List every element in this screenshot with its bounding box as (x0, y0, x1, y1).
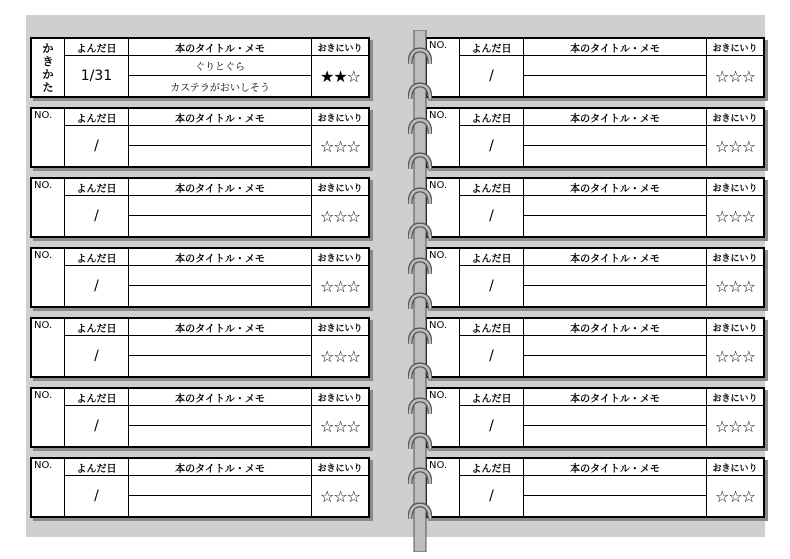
read-date[interactable]: / (65, 126, 129, 166)
favorite-stars[interactable]: ☆☆☆ (319, 416, 361, 436)
favorite-stars[interactable]: ☆☆☆ (319, 276, 361, 296)
date-header: よんだ日 (460, 389, 524, 406)
example-label-char: か (42, 41, 54, 55)
favorite-header: おきにいり (707, 389, 763, 406)
title-header: 本のタイトル・メモ (129, 319, 312, 336)
reading-card (425, 247, 765, 308)
read-date[interactable]: / (460, 476, 524, 516)
book-memo-line[interactable] (524, 426, 707, 446)
reading-card (30, 247, 370, 308)
book-memo-line[interactable] (129, 286, 312, 306)
book-memo-line[interactable] (129, 496, 312, 516)
favorite-header: おきにいり (707, 319, 763, 336)
title-header: 本のタイトル・メモ (524, 319, 707, 336)
title-header: 本のタイトル・メモ (524, 109, 707, 126)
no-label: NO. (427, 39, 460, 96)
book-memo-line[interactable] (129, 356, 312, 376)
favorite-stars[interactable]: ☆☆☆ (319, 486, 361, 506)
favorite-stars[interactable]: ☆☆☆ (714, 206, 756, 226)
favorite-header: おきにいり (312, 249, 368, 266)
book-title-line[interactable] (524, 476, 707, 496)
read-date[interactable]: / (65, 196, 129, 236)
read-date[interactable]: / (65, 406, 129, 446)
no-label: NO. (427, 179, 460, 236)
reading-card (425, 107, 765, 168)
favorite-stars[interactable]: ☆☆☆ (714, 486, 756, 506)
book-memo[interactable]: カステラがおいしそう (129, 76, 312, 96)
favorite-header: おきにいり (312, 319, 368, 336)
reading-card (30, 317, 370, 378)
favorite-stars[interactable]: ☆☆☆ (319, 206, 361, 226)
book-title-line[interactable] (524, 406, 707, 426)
favorite-header: おきにいり (312, 109, 368, 126)
reading-card (30, 457, 370, 518)
reading-log-sheet (26, 15, 765, 537)
favorite-header: おきにいり (312, 39, 368, 56)
reading-card (425, 387, 765, 448)
favorite-header: おきにいり (707, 109, 763, 126)
date-header: よんだ日 (460, 319, 524, 336)
favorite-header: おきにいり (312, 179, 368, 196)
book-title-line[interactable] (129, 476, 312, 496)
title-header: 本のタイトル・メモ (129, 459, 312, 476)
no-label: NO. (32, 249, 65, 306)
favorite-header: おきにいり (707, 249, 763, 266)
book-memo-line[interactable] (524, 356, 707, 376)
favorite-stars[interactable]: ☆☆☆ (714, 416, 756, 436)
title-header: 本のタイトル・メモ (129, 249, 312, 266)
read-date[interactable]: / (65, 476, 129, 516)
favorite-header: おきにいり (312, 389, 368, 406)
no-label: NO. (32, 319, 65, 376)
date-header: よんだ日 (460, 39, 524, 56)
date-header: よんだ日 (460, 459, 524, 476)
title-header: 本のタイトル・メモ (524, 39, 707, 56)
book-memo-line[interactable] (129, 216, 312, 236)
read-date[interactable]: 1/31 (65, 56, 129, 96)
book-title[interactable]: ぐりとぐら (129, 56, 312, 76)
date-header: よんだ日 (460, 179, 524, 196)
favorite-header: おきにいり (312, 459, 368, 476)
book-title-line[interactable] (524, 126, 707, 146)
no-label: NO. (427, 389, 460, 446)
favorite-header: おきにいり (707, 179, 763, 196)
read-date[interactable]: / (460, 56, 524, 96)
book-title-line[interactable] (129, 406, 312, 426)
title-header: 本のタイトル・メモ (524, 389, 707, 406)
favorite-header: おきにいり (707, 39, 763, 56)
read-date[interactable]: / (460, 266, 524, 306)
book-memo-line[interactable] (524, 496, 707, 516)
favorite-stars[interactable]: ☆☆☆ (714, 66, 756, 86)
read-date[interactable]: / (65, 266, 129, 306)
date-header: よんだ日 (460, 109, 524, 126)
title-header: 本のタイトル・メモ (524, 459, 707, 476)
title-header: 本のタイトル・メモ (129, 389, 312, 406)
book-title-line[interactable] (129, 126, 312, 146)
favorite-stars[interactable]: ☆☆☆ (714, 276, 756, 296)
title-header: 本のタイトル・メモ (129, 109, 312, 126)
title-header: 本のタイトル・メモ (524, 249, 707, 266)
no-label: NO. (32, 459, 65, 516)
read-date[interactable]: / (460, 196, 524, 236)
reading-card (30, 107, 370, 168)
book-memo-line[interactable] (129, 146, 312, 166)
no-label: NO. (427, 249, 460, 306)
title-header: 本のタイトル・メモ (129, 179, 312, 196)
date-header: よんだ日 (65, 389, 129, 406)
reading-card (425, 37, 765, 98)
book-memo-line[interactable] (524, 216, 707, 236)
reading-card (425, 317, 765, 378)
no-label: NO. (427, 459, 460, 516)
read-date[interactable]: / (460, 336, 524, 376)
favorite-stars[interactable]: ★★☆ (319, 66, 361, 86)
date-header: よんだ日 (65, 39, 129, 56)
favorite-stars[interactable]: ☆☆☆ (714, 346, 756, 366)
book-title-line[interactable] (129, 336, 312, 356)
book-memo-line[interactable] (524, 286, 707, 306)
book-title-line[interactable] (524, 196, 707, 216)
no-label: NO. (32, 109, 65, 166)
no-label: NO. (427, 319, 460, 376)
book-title-line[interactable] (524, 336, 707, 356)
example-label (32, 39, 65, 96)
title-header: 本のタイトル・メモ (524, 179, 707, 196)
book-memo-line[interactable] (524, 76, 707, 96)
read-date[interactable]: / (65, 336, 129, 376)
no-label: NO. (32, 389, 65, 446)
date-header: よんだ日 (65, 179, 129, 196)
read-date[interactable]: / (460, 406, 524, 446)
date-header: よんだ日 (460, 249, 524, 266)
example-label-char: き (42, 54, 54, 68)
favorite-stars[interactable]: ☆☆☆ (319, 136, 361, 156)
read-date[interactable]: / (460, 126, 524, 166)
example-label-char: か (42, 67, 54, 81)
book-title-line[interactable] (524, 266, 707, 286)
example-label-char: た (42, 80, 54, 94)
book-memo-line[interactable] (129, 426, 312, 446)
reading-card (30, 177, 370, 238)
favorite-stars[interactable]: ☆☆☆ (714, 136, 756, 156)
date-header: よんだ日 (65, 109, 129, 126)
book-title-line[interactable] (129, 266, 312, 286)
book-memo-line[interactable] (524, 146, 707, 166)
book-title-line[interactable] (129, 196, 312, 216)
date-header: よんだ日 (65, 319, 129, 336)
binder-rings (408, 30, 432, 552)
favorite-stars[interactable]: ☆☆☆ (319, 346, 361, 366)
reading-card (425, 177, 765, 238)
title-header: 本のタイトル・メモ (129, 39, 312, 56)
reading-card (425, 457, 765, 518)
no-label: NO. (32, 179, 65, 236)
book-title-line[interactable] (524, 56, 707, 76)
date-header: よんだ日 (65, 249, 129, 266)
favorite-header: おきにいり (707, 459, 763, 476)
date-header: よんだ日 (65, 459, 129, 476)
example-card (30, 37, 370, 98)
no-label: NO. (427, 109, 460, 166)
reading-card (30, 387, 370, 448)
